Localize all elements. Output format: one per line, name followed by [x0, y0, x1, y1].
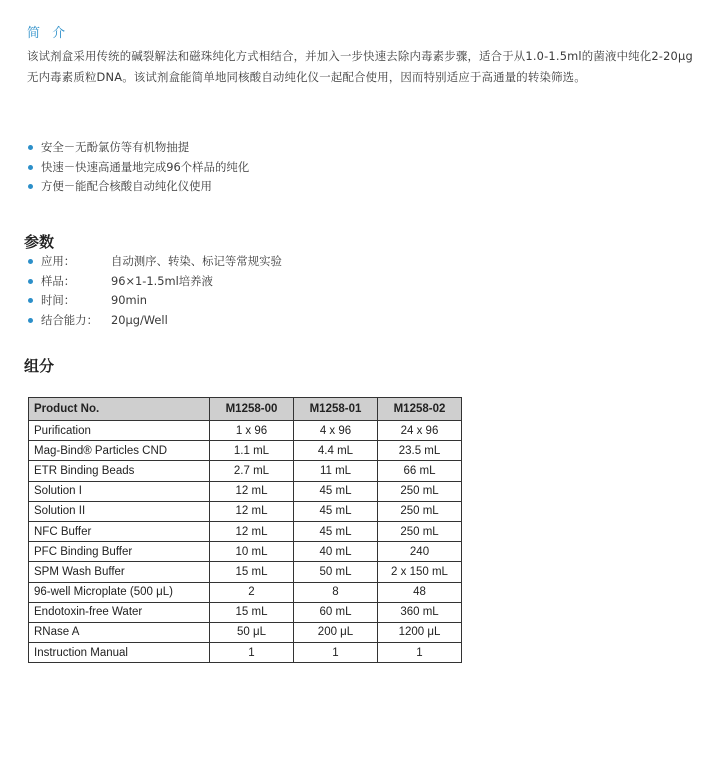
quantity-cell: 250 mL: [378, 501, 462, 521]
quantity-cell: 240: [378, 542, 462, 562]
component-name-cell: SPM Wash Buffer: [29, 562, 210, 582]
table-row: [29, 582, 462, 602]
components-heading: 组分: [24, 357, 55, 375]
quantity-cell: 45 mL: [294, 501, 378, 521]
quantity-cell: 60 mL: [294, 602, 378, 622]
quantity-cell: 50 μL: [210, 622, 294, 642]
param-value: 96×1-1.5ml培养液: [111, 273, 213, 288]
quantity-cell: 1200 μL: [378, 622, 462, 642]
quantity-cell: 24 x 96: [378, 421, 462, 441]
param-label: 样品：: [41, 273, 76, 288]
header-cell: Product No.: [29, 398, 210, 421]
component-name-cell: Solution II: [29, 501, 210, 521]
quantity-cell: 360 mL: [378, 602, 462, 622]
param-label: 结合能力：: [41, 312, 98, 327]
param-label: 应用：: [41, 254, 76, 268]
bullet-icon: [28, 184, 33, 189]
header-cell: M1258-00: [210, 398, 294, 421]
quantity-cell: 4 x 96: [294, 421, 378, 441]
quantity-cell: 15 mL: [210, 562, 294, 582]
component-name-cell: Instruction Manual: [29, 643, 210, 663]
param-item: [27, 272, 282, 292]
param-value: 自动测序、转染、标记等常规实验: [111, 254, 282, 268]
intro-text: 该试剂盒采用传统的碱裂解法和磁珠纯化方式相结合，并加入一步快速去除内毒素步骤，适合于从1.0-1.5ml的菌液中纯化2-20μg无内毒素质粒DNA。该试剂盒能简单地同核酸自动纯化仪一起配合使用，因而特别适应于高通量的转染筛选。: [27, 49, 693, 84]
table-row: [29, 562, 462, 582]
param-list: [27, 252, 282, 330]
table-row: [29, 643, 462, 663]
table-header-row: [29, 398, 462, 421]
quantity-cell: 12 mL: [210, 481, 294, 501]
table-body: [29, 421, 462, 663]
table-row: [29, 501, 462, 521]
header-cell: M1258-02: [378, 398, 462, 421]
table-row: [29, 622, 462, 642]
feature-text: 快速－快速高通量地完成96个样品的纯化: [41, 159, 250, 174]
quantity-cell: 10 mL: [210, 542, 294, 562]
feature-item: [27, 158, 249, 178]
param-value: 90min: [111, 293, 147, 307]
feature-text: 安全－无酚氯仿等有机物抽提: [41, 140, 190, 154]
component-name-cell: Solution I: [29, 481, 210, 501]
component-name-cell: PFC Binding Buffer: [29, 542, 210, 562]
intro-title: 简 介: [27, 26, 70, 41]
feature-list: [27, 138, 249, 197]
quantity-cell: 50 mL: [294, 562, 378, 582]
quantity-cell: 8: [294, 582, 378, 602]
quantity-cell: 1 x 96: [210, 421, 294, 441]
quantity-cell: 15 mL: [210, 602, 294, 622]
param-item: [27, 252, 282, 272]
quantity-cell: 45 mL: [294, 481, 378, 501]
component-name-cell: Mag-Bind® Particles CND: [29, 441, 210, 461]
bullet-icon: [28, 279, 33, 284]
components-table: [28, 397, 462, 663]
quantity-cell: 250 mL: [378, 481, 462, 501]
quantity-cell: 250 mL: [378, 521, 462, 541]
bullet-icon: [28, 318, 33, 323]
component-name-cell: RNase A: [29, 622, 210, 642]
quantity-cell: 200 μL: [294, 622, 378, 642]
bullet-icon: [28, 165, 33, 170]
param-label: 时间：: [41, 293, 76, 307]
quantity-cell: 23.5 mL: [378, 441, 462, 461]
quantity-cell: 48: [378, 582, 462, 602]
bullet-icon: [28, 298, 33, 303]
bullet-icon: [28, 259, 33, 264]
table-row: [29, 521, 462, 541]
component-name-cell: 96-well Microplate (500 μL): [29, 582, 210, 602]
feature-item: [27, 138, 249, 158]
component-name-cell: NFC Buffer: [29, 521, 210, 541]
header-cell: M1258-01: [294, 398, 378, 421]
table-row: [29, 602, 462, 622]
quantity-cell: 1.1 mL: [210, 441, 294, 461]
feature-item: [27, 177, 249, 197]
param-item: [27, 291, 282, 311]
quantity-cell: 1: [210, 643, 294, 663]
table-row: [29, 421, 462, 441]
table-row: [29, 461, 462, 481]
quantity-cell: 2.7 mL: [210, 461, 294, 481]
quantity-cell: 11 mL: [294, 461, 378, 481]
component-name-cell: ETR Binding Beads: [29, 461, 210, 481]
quantity-cell: 40 mL: [294, 542, 378, 562]
feature-text: 方便－能配合核酸自动纯化仪使用: [41, 179, 212, 193]
component-name-cell: Purification: [29, 421, 210, 441]
param-value: 20μg/Well: [111, 312, 168, 327]
bullet-icon: [28, 145, 33, 150]
table-row: [29, 542, 462, 562]
quantity-cell: 1: [294, 643, 378, 663]
param-item: [27, 311, 282, 331]
quantity-cell: 66 mL: [378, 461, 462, 481]
params-heading: 参数: [24, 233, 55, 251]
quantity-cell: 1: [378, 643, 462, 663]
table-row: [29, 481, 462, 501]
quantity-cell: 12 mL: [210, 521, 294, 541]
quantity-cell: 12 mL: [210, 501, 294, 521]
quantity-cell: 45 mL: [294, 521, 378, 541]
quantity-cell: 2 x 150 mL: [378, 562, 462, 582]
component-name-cell: Endotoxin-free Water: [29, 602, 210, 622]
quantity-cell: 4.4 mL: [294, 441, 378, 461]
quantity-cell: 2: [210, 582, 294, 602]
table-row: [29, 441, 462, 461]
